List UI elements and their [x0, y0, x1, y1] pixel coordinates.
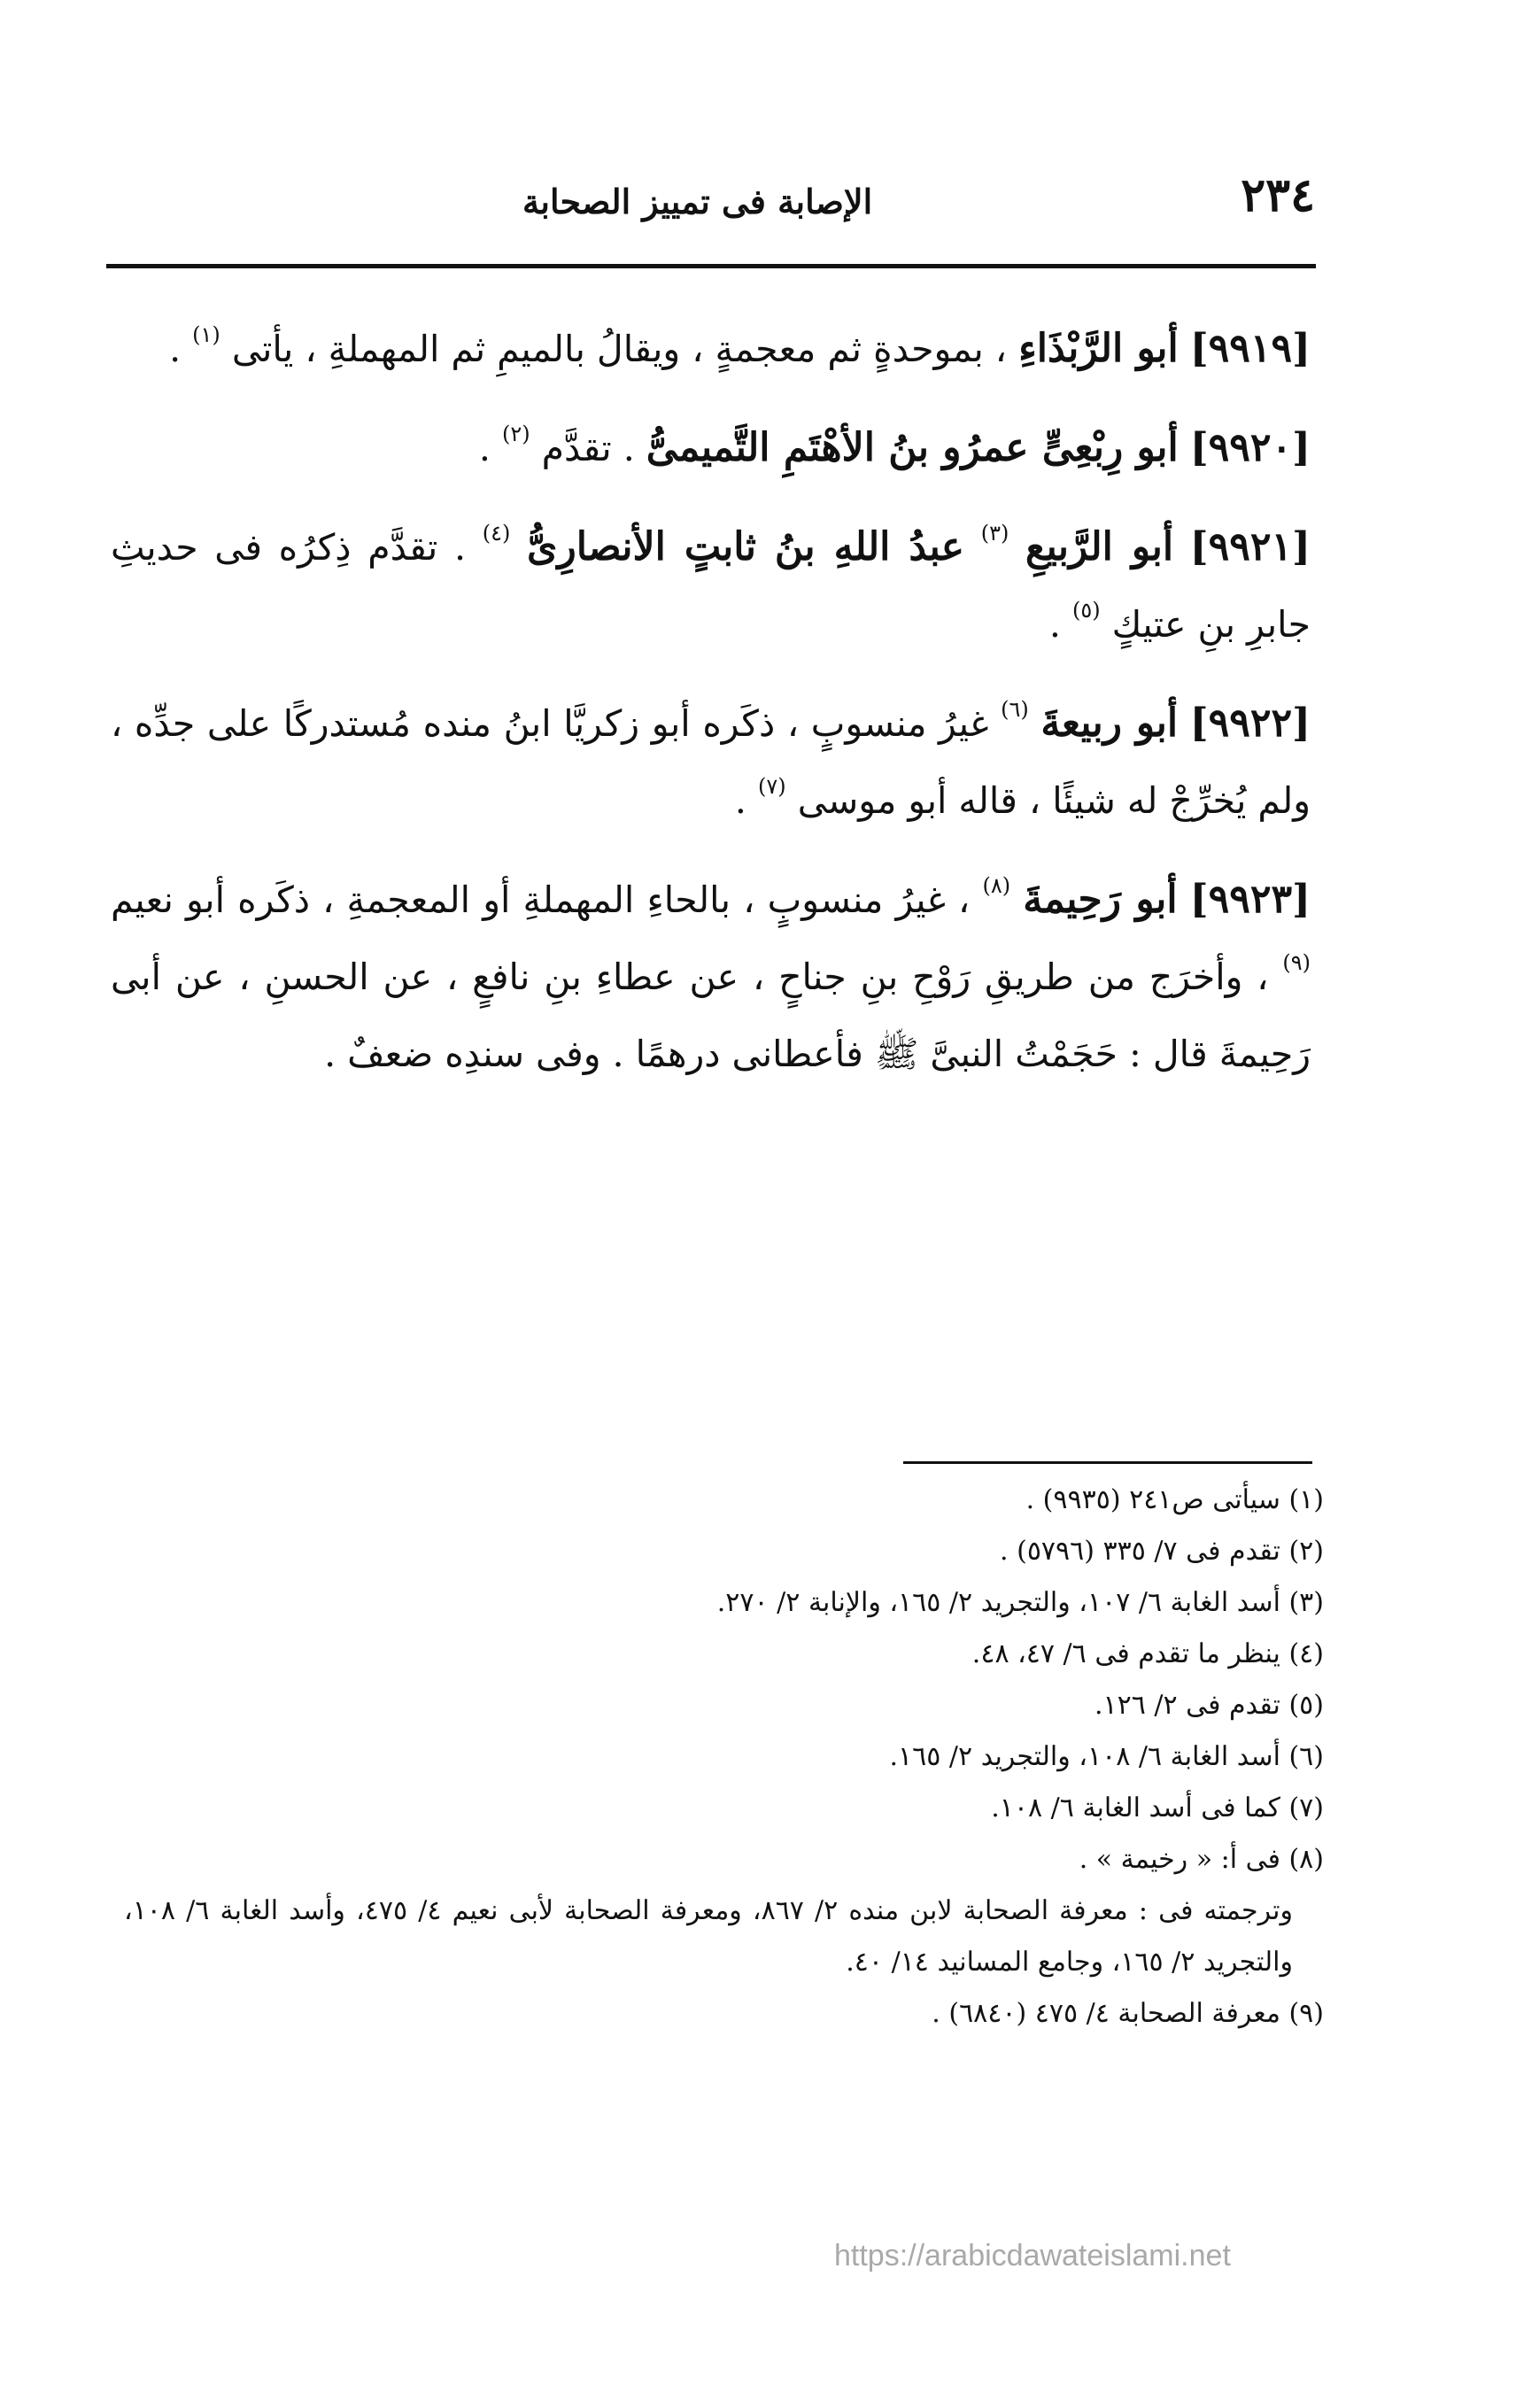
entry-name: أبو رِبْعِىٍّ عمرُو بنُ الأهْتَمِ التَّميمىُّ: [646, 425, 1179, 470]
running-title: الإصابة فى تمييز الصحابة: [522, 182, 873, 221]
entry-name: أبو الرَّبْذَاءِ: [1018, 326, 1179, 371]
entry-number: [٩٩٢٢]: [1189, 701, 1311, 746]
footnote-divider: [903, 1461, 1312, 1464]
footnote-continuation: وترجمته فى : معرفة الصحابة لابن منده ٢/ ٨٦٧، ومعرفة الصحابة لأبى نعيم ٤/ ٤٧٥، وأسد الغابة ٦/ ١٠٨، والتجريد ٢/ ١٦٥، وجامع المسانيد ١٤/ ٤٠.: [124, 1895, 1293, 1978]
footnote-ref: (٩): [1282, 950, 1311, 975]
running-header: [106, 164, 1315, 235]
entry-number: [٩٩٢٣]: [1189, 877, 1311, 922]
footnote-ref: (٤): [482, 521, 511, 546]
footnotes-section: [124, 1475, 1324, 2040]
entry-end: .: [169, 328, 182, 370]
footnote-ref: (٧): [758, 774, 786, 799]
footnote: (٥) تقدم فى ٢/ ١٢٦.: [1094, 1690, 1324, 1721]
footnote-ref: (٨): [982, 873, 1011, 898]
entry-9919: [111, 310, 1311, 388]
entry-number: [٩٩٢٠]: [1189, 425, 1311, 470]
footnote-ref: (٢): [501, 422, 530, 446]
entry-end: .: [478, 427, 491, 469]
footnote: (٩) معرفة الصحابة ٤/ ٤٧٥ (٦٨٤٠) .: [932, 1998, 1324, 2029]
footnote: (٢) تقدم فى ٧/ ٣٣٥ (٥٧٩٦) .: [1000, 1536, 1324, 1567]
entry-text: ، بموحدةٍ ثم معجمةٍ ، ويقالُ بالميمِ ثم المهملةِ ، يأتى: [231, 328, 1008, 370]
entry-name: أبو ربيعةَ: [1040, 701, 1179, 746]
entry-9921: [111, 508, 1311, 663]
footnote: (٧) كما فى أسد الغابة ٦/ ١٠٨.: [991, 1792, 1324, 1823]
footnote-ref: (١): [192, 322, 220, 347]
footnote-ref: (٦): [1001, 697, 1029, 722]
page-number: ٢٣٤: [1241, 168, 1315, 222]
entry-end: .: [734, 779, 746, 822]
footnote: (٣) أسد الغابة ٦/ ١٠٧، والتجريد ٢/ ١٦٥، والإنابة ٢/ ٢٧٠.: [716, 1587, 1324, 1618]
entry-name: أبو الرَّبيعِ: [1025, 524, 1174, 569]
entry-text: . تقدَّم ذِكرُه فى حديثِ جابرِ بنِ عتيكٍ: [111, 526, 1311, 646]
entry-9923: [111, 861, 1311, 1093]
entry-text: . تقدَّم: [541, 427, 635, 469]
entry-number: [٩٩١٩]: [1189, 326, 1311, 371]
footnote-ref: (٣): [980, 521, 1009, 546]
entry-9922: [111, 685, 1311, 840]
entries-section: [111, 310, 1311, 1114]
entry-name: أبو رَحِيمةَ: [1023, 877, 1178, 922]
footnote: (١) سيأتى ص٢٤١ (٩٩٣٥) .: [1025, 1484, 1324, 1515]
entry-name-full: عبدُ اللهِ بنُ ثابتٍ الأنصارِىُّ: [527, 524, 965, 569]
entry-9920: [111, 409, 1311, 487]
header-divider: [106, 264, 1316, 268]
entry-text: ، غيرُ منسوبٍ ، بالحاءِ المهملةِ أو المعجمةِ ، ذكَره أبو نعيم: [111, 879, 971, 921]
entry-end: .: [1048, 603, 1061, 646]
footnote-ref: (٥): [1071, 598, 1101, 623]
entry-text: غيرُ منسوبٍ ، ذكَره أبو زكريَّا ابنُ منده مُستدركًا على جدِّه ، ولم يُخرِّجْ له شيئًا ، قاله أبو موسى: [111, 702, 1311, 822]
entry-number: [٩٩٢١]: [1189, 524, 1311, 569]
watermark-url: https://arabicdawateislami.net: [834, 2239, 1231, 2273]
footnote: (٦) أسد الغابة ٦/ ١٠٨، والتجريد ٢/ ١٦٥.: [889, 1741, 1324, 1772]
footnote: (٤) ينظر ما تقدم فى ٦/ ٤٧، ٤٨.: [971, 1638, 1324, 1669]
footnote: (٨) فى أ: « رخيمة » .: [1079, 1844, 1324, 1875]
entry-text-continued: ، وأخرَج من طريقِ رَوْحِ بنِ جناحٍ ، عن عطاءِ بنِ نافعٍ ، عن الحسنِ ، عن أبى رَحِيمةَ قال : حَجَمْتُ النبىَّ ﷺ فأعطانى درهمًا . وفى سندِه ضعفٌ .: [111, 956, 1311, 1075]
